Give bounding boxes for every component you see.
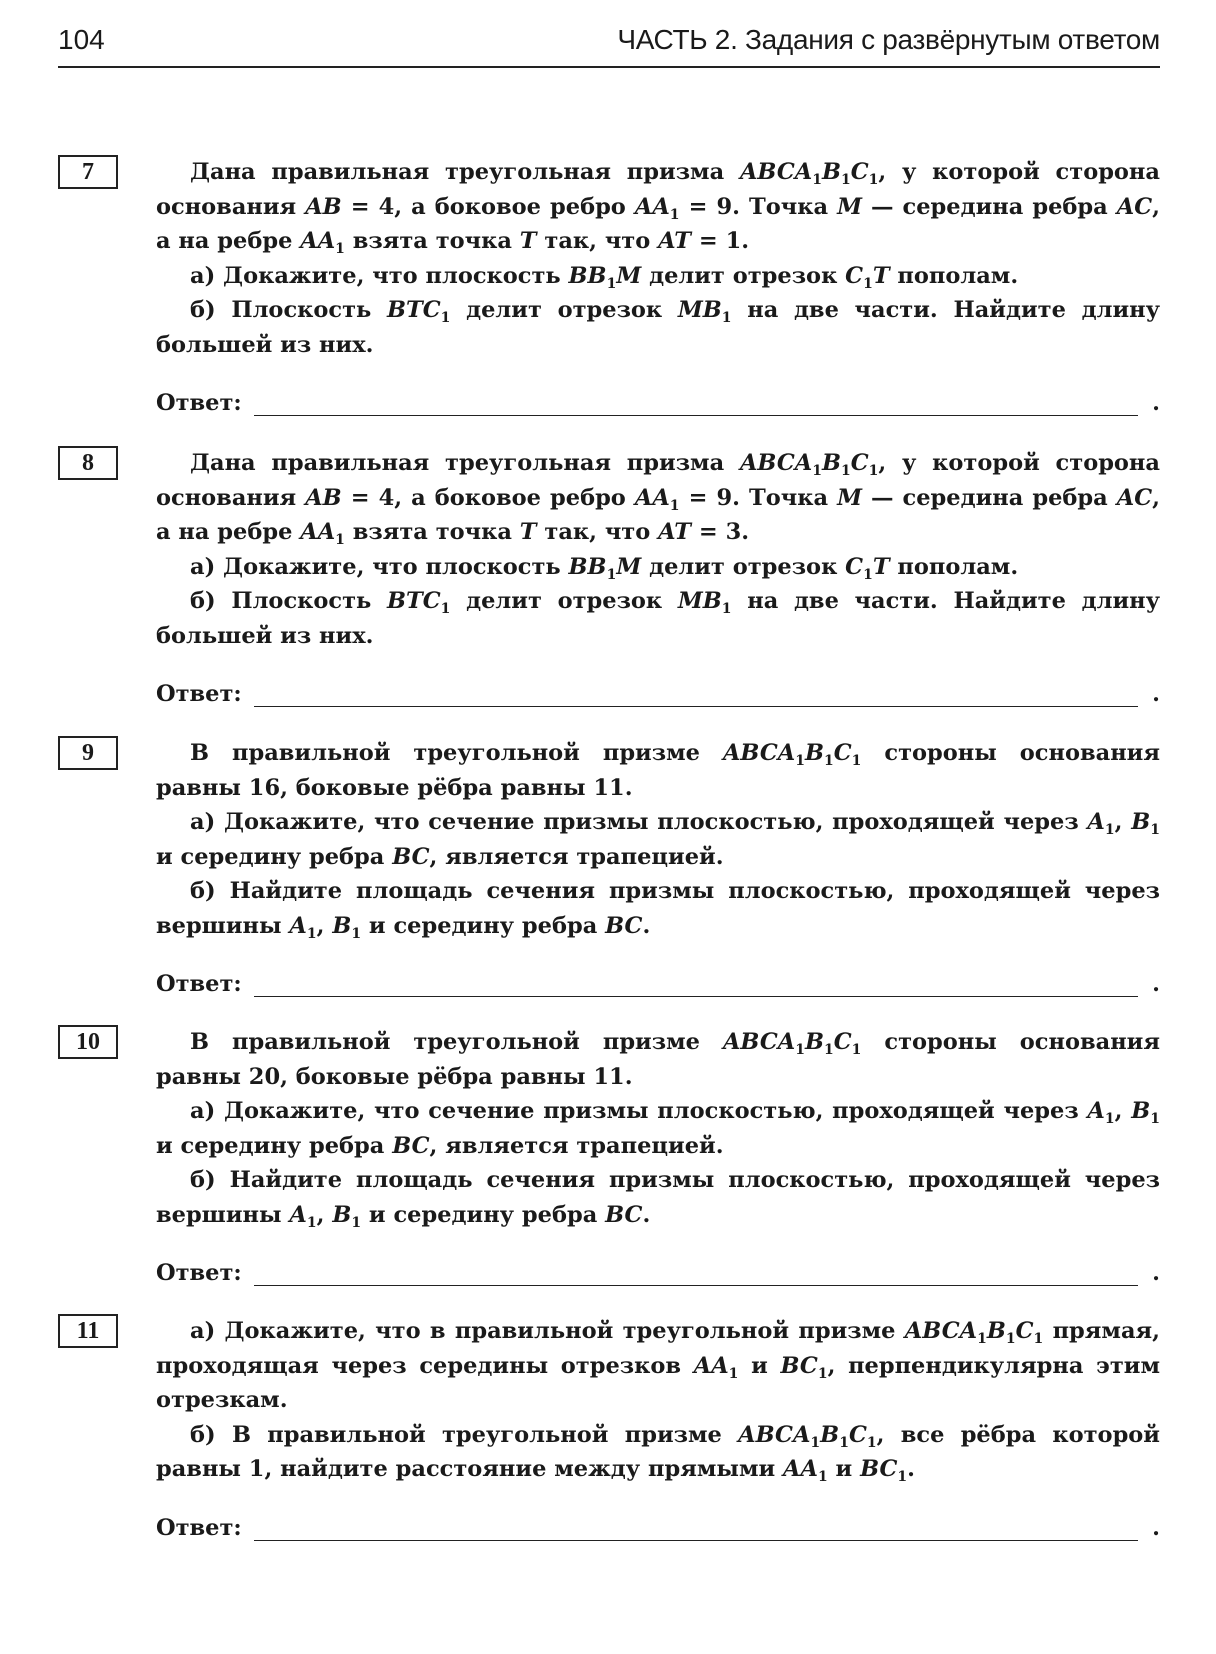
answer-line[interactable] [254, 706, 1138, 707]
answer-label: Ответ: [156, 971, 242, 997]
problem-7 [58, 155, 1160, 420]
answer-label: Ответ: [156, 681, 242, 707]
problem-number: 7 [58, 155, 118, 189]
problem-number: 8 [58, 446, 118, 480]
answer-line[interactable] [254, 1540, 1138, 1541]
problem-text [156, 155, 1160, 362]
problem-text [156, 446, 1160, 653]
problem-8 [58, 446, 1160, 711]
problem-statement: Дана правильная треугольная призма $ABCA_1B_1C_1$, у которой сторона основания AB = 4, а боковое ребро $AA_1 = 9$. Точка M — середина ребра AC, а на ребре $AA_1$ взята точка T так, что AT = 1. [156, 159, 1160, 257]
answer-period: . [1152, 681, 1160, 707]
answer-label: Ответ: [156, 1514, 242, 1541]
part-a: а) Докажите, что плоскость $BB_1M$ делит отрезок $C_1T$ пополам. [190, 262, 1019, 292]
problem-number: 10 [58, 1025, 118, 1059]
answer-row [156, 1511, 1160, 1545]
part-b: б) Плоскость $BTC_1$ делит отрезок $MB_1$ на две части. Найдите длину большей из них. [156, 297, 1160, 358]
part-b: б) Найдите площадь сечения призмы плоскостью, проходящей через вершины $A_1$, $B_1$ и середину ребра BC. [156, 1167, 1160, 1231]
answer-period: . [1152, 390, 1160, 416]
problem-10 [58, 1025, 1160, 1290]
page-header [58, 22, 1160, 68]
problem-text [156, 1314, 1160, 1487]
answer-label: Ответ: [156, 1260, 242, 1286]
problem-number: 9 [58, 736, 118, 770]
problem-statement: В правильной треугольной призме $ABCA_1B_1C_1$ стороны основания равны 20, боковые рёбра равны 11. [156, 1029, 1160, 1090]
answer-period: . [1152, 971, 1160, 997]
problem-number: 11 [58, 1314, 118, 1348]
answer-label: Ответ: [156, 390, 242, 416]
answer-period: . [1152, 1514, 1160, 1541]
problem-statement: Дана правильная треугольная призма $ABCA_1B_1C_1$, у которой сторона основания AB = 4, а боковое ребро $AA_1 = 9$. Точка M — середина ребра AC, а на ребре $AA_1$ взята точка T так, что AT = 3. [156, 450, 1160, 548]
answer-period: . [1152, 1260, 1160, 1286]
part-a: а) Докажите, что сечение призмы плоскостью, проходящей через $A_1$, $B_1$ и середину ребра BC, является трапецией. [156, 809, 1160, 870]
page-number: 104 [58, 24, 105, 55]
answer-line[interactable] [254, 996, 1138, 997]
problem-text [156, 736, 1160, 943]
problem-statement: В правильной треугольной призме $ABCA_1B_1C_1$ стороны основания равны 16, боковые рёбра равны 11. [156, 740, 1160, 801]
answer-line[interactable] [254, 415, 1138, 416]
part-b: б) Найдите площадь сечения призмы плоскостью, проходящей через вершины $A_1$, $B_1$ и середину ребра BC. [156, 878, 1160, 942]
part-a: а) Докажите, что в правильной треугольной призме $ABCA_1B_1C_1$ прямая, проходящая через середины отрезков $AA_1$ и $BC_1$, перпендикулярна этим отрезкам. [156, 1318, 1161, 1413]
answer-row [156, 967, 1160, 1001]
answer-row [156, 677, 1160, 711]
part-b: б) Плоскость $BTC_1$ делит отрезок $MB_1$ на две части. Найдите длину большей из них. [156, 588, 1160, 649]
answer-row [156, 386, 1160, 420]
problem-11 [58, 1314, 1160, 1545]
answer-row [156, 1256, 1160, 1290]
part-a: а) Докажите, что плоскость $BB_1M$ делит отрезок $C_1T$ пополам. [190, 553, 1019, 583]
answer-line[interactable] [254, 1285, 1138, 1286]
part-b: б) В правильной треугольной призме $ABCA_1B_1C_1$, все рёбра которой равны 1, найдите расстояние между прямыми $AA_1$ и $BC_1$. [156, 1421, 1160, 1485]
part-a: а) Докажите, что сечение призмы плоскостью, проходящей через $A_1$, $B_1$ и середину ребра BC, является трапецией. [156, 1098, 1160, 1159]
part-title: ЧАСТЬ 2. Задания с развёрнутым ответом [617, 24, 1160, 55]
problem-text [156, 1025, 1160, 1232]
problem-9 [58, 736, 1160, 1001]
